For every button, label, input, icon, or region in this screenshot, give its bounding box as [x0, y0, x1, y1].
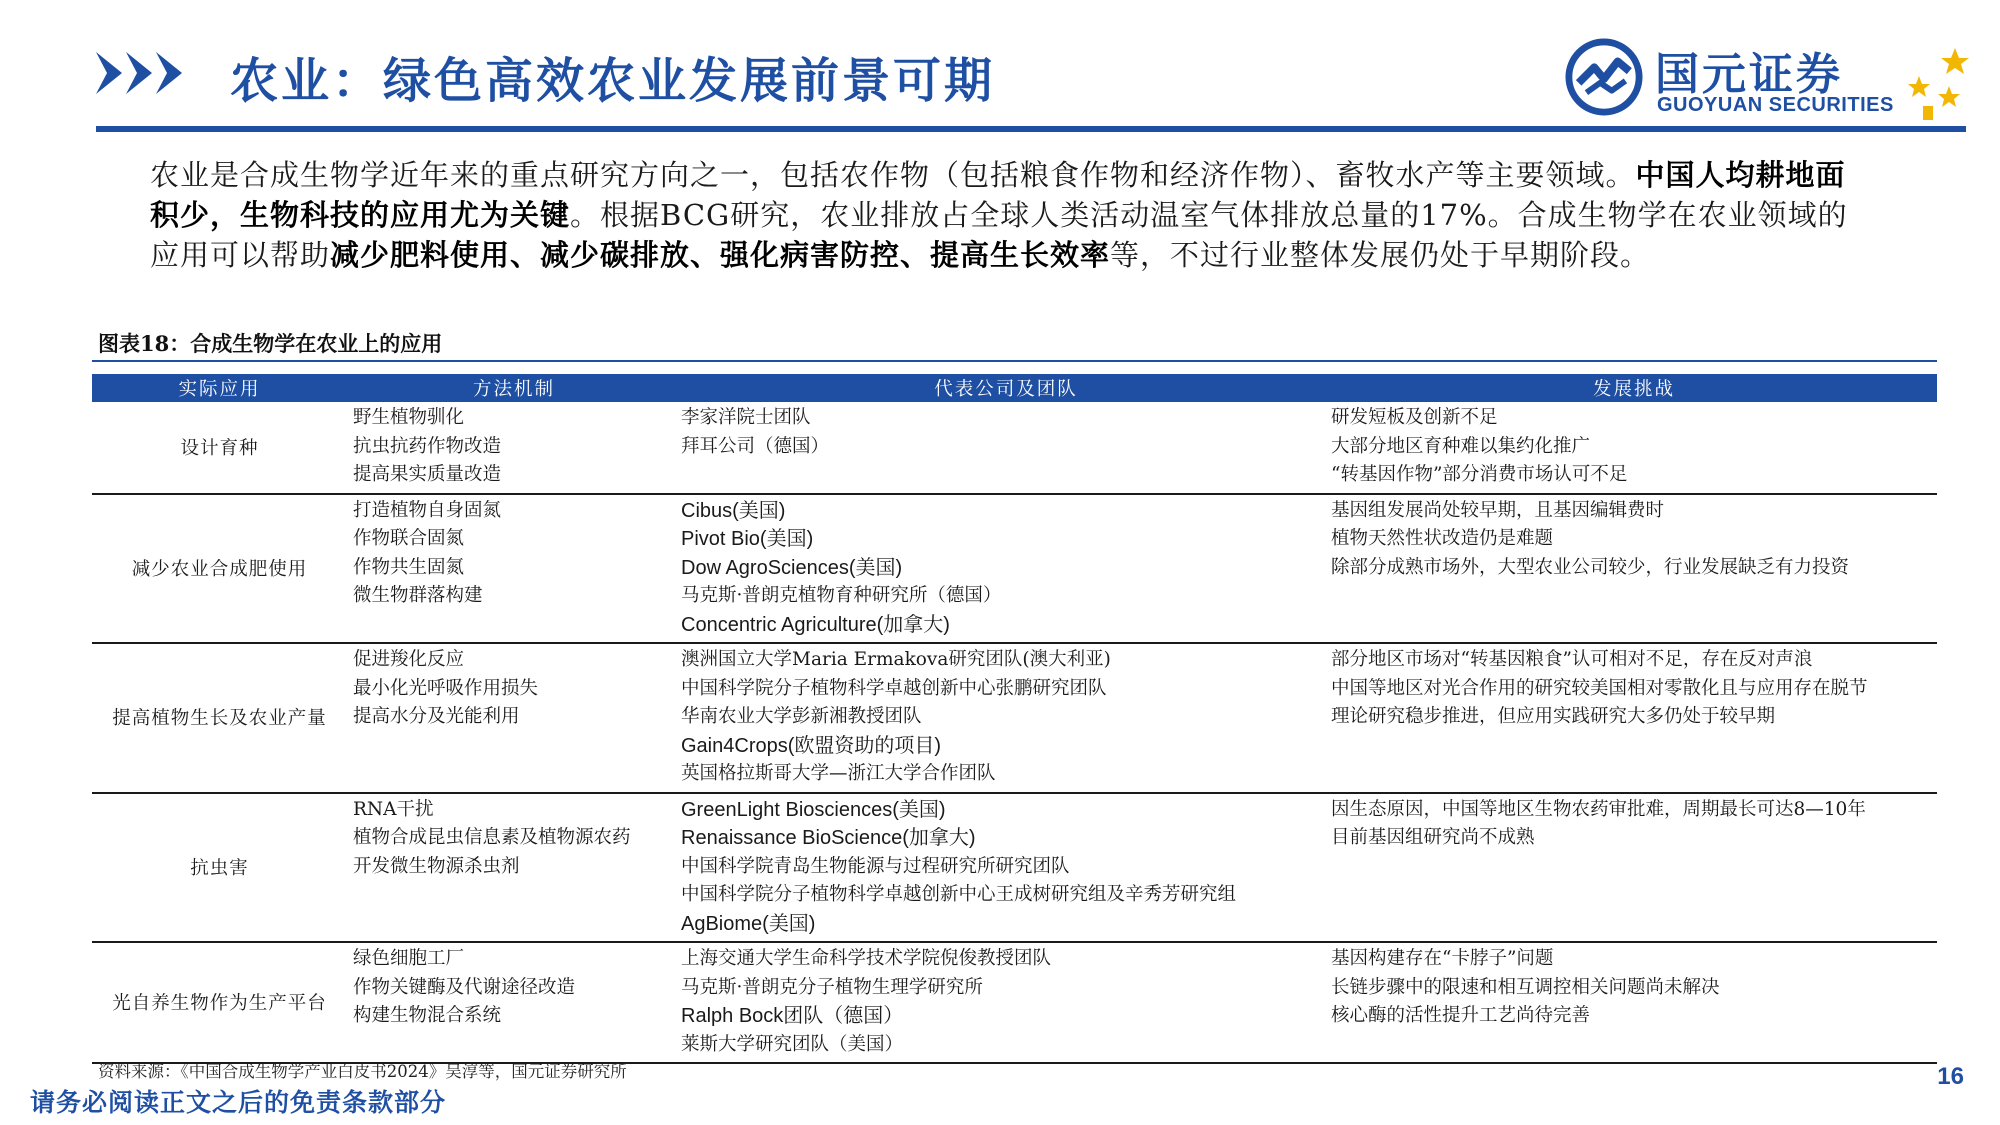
challenge-item: 因生态原因，中国等地区生物农药审批难，周期最长可达8—10年: [1331, 798, 1866, 820]
intro-paragraph: [150, 155, 1870, 275]
header-companies: 代表公司及团队: [675, 374, 1331, 402]
company-item: Cibus(美国): [681, 499, 786, 522]
table-row: [92, 793, 1937, 943]
company-item: 华南农业大学彭新湘教授团队: [681, 706, 922, 727]
challenge-item: 植物天然性状改造仍是难题: [1331, 528, 1554, 549]
company-item: Gain4Crops(欧盟资助的项目): [681, 734, 942, 757]
method-item: 打造植物自身固氮: [353, 499, 502, 521]
method-item: 微生物群落构建: [353, 585, 483, 606]
company-item: 中国科学院分子植物科学卓越创新中心王成树研究组及辛秀芳研究组: [681, 884, 1237, 905]
chevron-right-icon: [96, 52, 122, 94]
header-challenges: 发展挑战: [1331, 374, 1937, 402]
company-item: Renaissance BioScience(加拿大): [681, 827, 976, 849]
company-item: 李家洋院士团队: [681, 407, 811, 428]
table-row: [92, 643, 1937, 793]
company-item: 中国科学院分子植物科学卓越创新中心张鹏研究团队: [681, 677, 1107, 699]
table-header-row: [92, 374, 1937, 402]
company-item: 中国科学院青岛生物能源与过程研究所研究团队: [681, 855, 1070, 877]
company-item: GreenLight Biosciences(美国): [681, 798, 946, 821]
method-item: 构建生物混合系统: [353, 1005, 502, 1026]
company-item: Pivot Bio(美国): [681, 528, 814, 550]
intro-highlight: 减少肥料使用、减少碳排放、强化病害防控、提高生长效率: [330, 238, 1111, 272]
company-item: Dow AgroSciences(美国): [681, 556, 903, 579]
cell-methods: [347, 643, 675, 793]
company-item: 马克斯·普朗克分子植物生理学研究所: [681, 976, 983, 998]
method-item: 作物关键酶及代谢途径改造: [353, 976, 576, 998]
application-table: [92, 374, 1937, 1064]
star-icon: [1905, 46, 1973, 122]
logo-chinese-name: 国元证券: [1655, 49, 1843, 100]
header-methods: 方法机制: [347, 374, 675, 402]
challenge-item: 基因构建存在“卡脖子”问题: [1331, 948, 1554, 969]
cell-challenges: [1331, 942, 1937, 1063]
header-divider: [96, 126, 1966, 132]
challenge-item: 基因组发展尚处较早期，且基因编辑费时: [1331, 499, 1665, 521]
intro-text: 等，不过行业整体发展仍处于早期阶段。: [1110, 238, 1651, 272]
challenge-item: 核心酶的活性提升工艺尚待完善: [1331, 1005, 1591, 1026]
header-application: 实际应用: [92, 374, 347, 402]
method-item: 提高水分及光能利用: [353, 706, 520, 727]
challenge-item: 长链步骤中的限速和相互调控相关问题尚未解决: [1331, 976, 1720, 998]
table-row: [92, 942, 1937, 1063]
method-item: RNA干扰: [353, 798, 434, 820]
company-item: AgBiome(美国): [681, 912, 816, 935]
table-row: [92, 494, 1937, 644]
cell-application: 减少农业合成肥使用: [92, 494, 347, 644]
method-item: 野生植物驯化: [353, 407, 465, 428]
cell-challenges: [1331, 402, 1937, 494]
source-note: 资料来源：《中国合成生物学产业白皮书2024》吴淳等，国元证券研究所: [98, 1062, 627, 1081]
method-item: 作物共生固氮: [353, 556, 465, 578]
intro-text: 农业是合成生物学近年来的重点研究方向之一，包括农作物（包括粮食作物和经济作物）、畜牧水产等主要领域。: [150, 158, 1636, 192]
company-item: 上海交通大学生命科学技术学院倪俊教授团队: [681, 948, 1052, 969]
challenge-item: 除部分成熟市场外，大型农业公司较少，行业发展缺乏有力投资: [1331, 556, 1850, 578]
cell-companies: [675, 494, 1331, 644]
cell-companies: [675, 402, 1331, 494]
method-item: 开发微生物源杀虫剂: [353, 855, 520, 877]
cell-companies: [675, 793, 1331, 943]
cell-application: 提高植物生长及农业产量: [92, 643, 347, 793]
cell-methods: [347, 494, 675, 644]
cell-challenges: [1331, 793, 1937, 943]
cell-companies: [675, 942, 1331, 1063]
company-item: 澳洲国立大学Maria Ermakova研究团队(澳大利亚): [681, 649, 1111, 670]
method-item: 促进羧化反应: [353, 649, 465, 670]
challenge-item: 部分地区市场对“转基因粮食”认可相对不足，存在反对声浪: [1331, 649, 1813, 670]
caption-divider: [92, 360, 1937, 362]
cell-application: 设计育种: [92, 402, 347, 494]
table-caption: 图表18：合成生物学在农业上的应用: [98, 331, 443, 356]
method-item: 作物联合固氮: [353, 528, 465, 549]
company-item: 拜耳公司（德国）: [681, 435, 830, 457]
logo-english-name: GUOYUAN SECURITIES: [1657, 94, 1894, 116]
cell-challenges: [1331, 494, 1937, 644]
challenge-item: 理论研究稳步推进，但应用实践研究大多仍处于较早期: [1331, 706, 1776, 727]
intro-text: 。根据BCG研究，农业排放占全球人类活动温室气体排放总量的17%。合成生物学在农业领域的应用可以帮助: [150, 198, 1848, 272]
disclaimer-text: 请务必阅读正文之后的免责条款部分: [30, 1088, 447, 1117]
challenge-item: 目前基因组研究尚不成熟: [1331, 827, 1535, 848]
method-item: 抗虫抗药作物改造: [353, 435, 502, 457]
company-item: 英国格拉斯哥大学—浙江大学合作团队: [681, 763, 996, 784]
method-item: 提高果实质量改造: [353, 464, 502, 485]
company-item: 马克斯·普朗克植物育种研究所（德国）: [681, 585, 1002, 606]
challenge-item: 中国等地区对光合作用的研究较美国相对零散化且与应用存在脱节: [1331, 677, 1868, 699]
company-logo: [1565, 36, 1975, 122]
cell-methods: [347, 402, 675, 494]
cell-application: 抗虫害: [92, 793, 347, 943]
challenge-item: 研发短板及创新不足: [1331, 407, 1498, 428]
page-number: 16: [1937, 1063, 1964, 1090]
method-item: 绿色细胞工厂: [353, 948, 465, 969]
chevron-right-icon: [156, 52, 182, 94]
method-item: 植物合成昆虫信息素及植物源农药: [353, 827, 631, 848]
page-title: 农业：绿色高效农业发展前景可期: [230, 53, 996, 109]
challenge-item: “转基因作物”部分消费市场认可不足: [1331, 464, 1628, 485]
cell-companies: [675, 643, 1331, 793]
cell-methods: [347, 942, 675, 1063]
table-row: [92, 402, 1937, 494]
cell-challenges: [1331, 643, 1937, 793]
challenge-item: 大部分地区育种难以集约化推广: [1331, 435, 1591, 457]
chevron-right-icon: [126, 52, 152, 94]
method-item: 最小化光呼吸作用损失: [353, 677, 539, 699]
header-chevrons: [96, 52, 186, 94]
company-item: Concentric Agriculture(加拿大): [681, 613, 950, 636]
intro-highlight: 中国人均耕地面积少，生物科技的应用尤为关键: [150, 158, 1846, 232]
cell-methods: [347, 793, 675, 943]
cell-application: 光自养生物作为生产平台: [92, 942, 347, 1063]
guoyuan-logo-icon: [1565, 38, 1643, 116]
company-item: Ralph Bock团队（德国）: [681, 1005, 904, 1027]
company-item: 莱斯大学研究团队（美国）: [681, 1033, 904, 1055]
